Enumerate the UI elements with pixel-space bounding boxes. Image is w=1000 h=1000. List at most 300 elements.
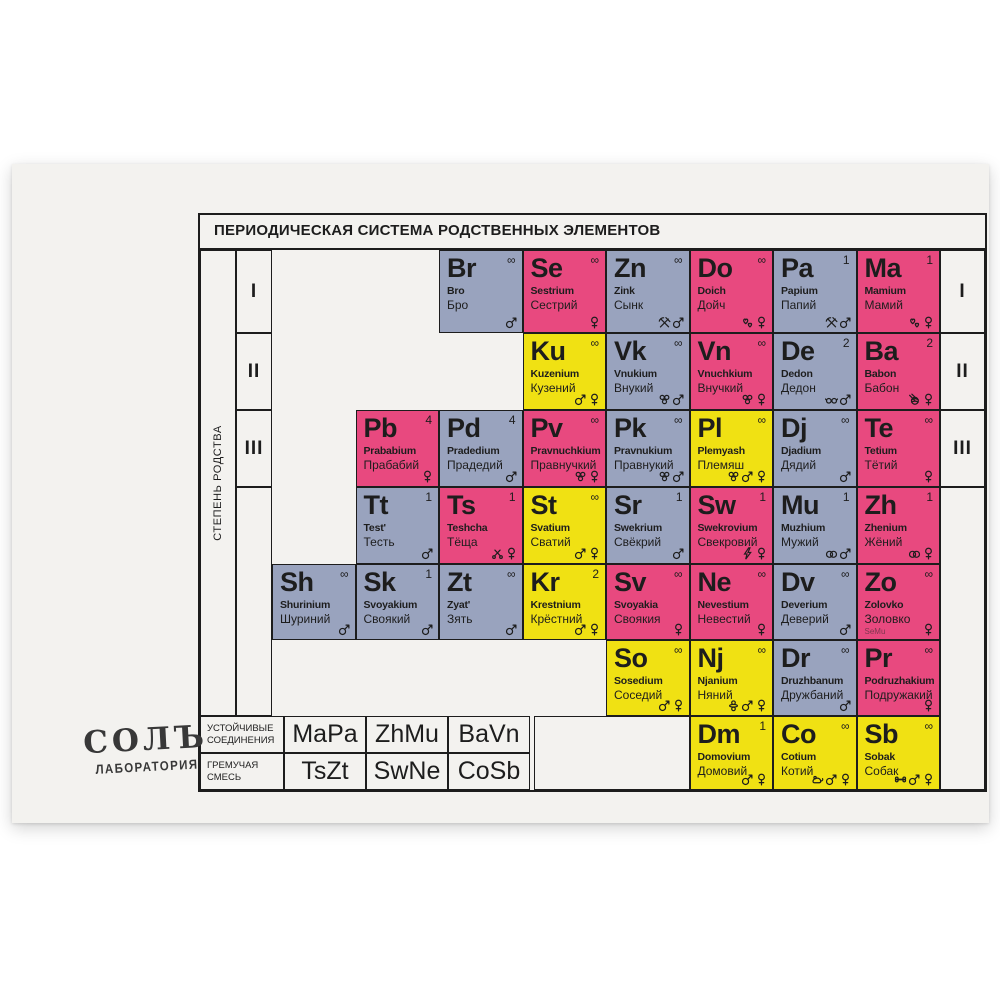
element-icons xyxy=(505,623,518,636)
element-icons xyxy=(755,623,768,636)
element-symbol: Te xyxy=(864,413,894,443)
cluster-icon xyxy=(727,470,740,483)
element-latin-name: Nevestium xyxy=(697,599,749,611)
element-cell-Sw xyxy=(690,487,774,564)
element-russian-name: Бабон xyxy=(864,381,900,396)
element-latin-name: Muzhium xyxy=(781,522,826,534)
element-icons xyxy=(727,699,768,712)
female-icon xyxy=(588,316,601,329)
element-symbol: Se xyxy=(530,253,563,283)
element-cell-Dm xyxy=(690,716,774,790)
element-latin-name: Sobak xyxy=(864,751,896,763)
element-latin-name: Dedon xyxy=(781,368,813,380)
element-latin-name: Zink xyxy=(614,285,635,297)
element-symbol: Zo xyxy=(864,567,897,597)
compound-TsZt: TsZt xyxy=(284,753,366,790)
lightning-icon xyxy=(741,547,754,560)
element-icons xyxy=(839,623,852,636)
element-icons xyxy=(574,470,601,483)
element-latin-name: Mamium xyxy=(864,285,906,297)
brand-name: СОЛЪ xyxy=(82,718,209,762)
element-cell-Vn xyxy=(690,333,774,410)
element-symbol: Tt xyxy=(363,490,388,520)
element-latin-name: Zolovko xyxy=(864,599,904,611)
female-icon xyxy=(672,623,685,636)
element-symbol: Pr xyxy=(864,643,893,673)
female-icon xyxy=(505,547,518,560)
male-icon xyxy=(839,699,852,712)
brand-logo xyxy=(65,718,228,778)
element-cell-Ku xyxy=(523,333,607,410)
female-icon xyxy=(421,470,434,483)
element-icons xyxy=(421,623,434,636)
period-label-left-III: III xyxy=(236,410,272,487)
element-latin-name: Vnuchkium xyxy=(697,368,753,380)
element-cell-Pk xyxy=(606,410,690,487)
element-icons xyxy=(839,470,852,483)
element-russian-name: Своякия xyxy=(614,612,661,627)
element-symbol: Pa xyxy=(781,253,814,283)
period-label-left-I: I xyxy=(236,250,272,333)
element-icons xyxy=(574,623,601,636)
element-symbol: Pb xyxy=(363,413,398,443)
element-russian-name: Невестий xyxy=(697,612,751,627)
scissors-icon xyxy=(491,547,504,560)
element-symbol: Vn xyxy=(697,336,732,366)
element-count: ∞ xyxy=(840,643,850,657)
element-cell-Sk xyxy=(356,564,440,640)
male-icon xyxy=(658,699,671,712)
element-symbol: Br xyxy=(447,253,477,283)
element-cell-De xyxy=(773,333,857,410)
compounds-empty-box xyxy=(534,716,690,790)
element-cell-St xyxy=(523,487,607,564)
female-icon xyxy=(588,623,601,636)
element-russian-name: Дедон xyxy=(781,381,816,396)
female-icon xyxy=(588,470,601,483)
tools-icon xyxy=(658,316,671,329)
element-icons xyxy=(421,547,434,560)
element-count: ∞ xyxy=(840,719,850,733)
element-russian-name: Сестрий xyxy=(530,298,578,313)
element-russian-name: Подружакий xyxy=(864,688,933,703)
element-russian-name: Дядий xyxy=(781,458,817,473)
male-icon xyxy=(839,470,852,483)
element-icons xyxy=(505,316,518,329)
element-russian-name: Тесть xyxy=(363,535,395,550)
period-label-right-II: II xyxy=(940,333,985,410)
element-symbol: Dv xyxy=(781,567,815,597)
element-cell-Co xyxy=(773,716,857,790)
element-symbol: Sw xyxy=(697,490,736,520)
element-icons xyxy=(908,393,935,406)
element-latin-name: Zyat' xyxy=(447,599,471,611)
element-icons xyxy=(825,316,852,329)
element-latin-name: Babon xyxy=(864,368,897,380)
element-icons xyxy=(908,316,935,329)
male-icon xyxy=(741,699,754,712)
element-icons xyxy=(825,393,852,406)
element-icons xyxy=(672,623,685,636)
female-icon xyxy=(922,547,935,560)
yarn-icon xyxy=(908,393,921,406)
element-cell-Zn xyxy=(606,250,690,333)
element-count: ∞ xyxy=(673,253,683,267)
element-count: ∞ xyxy=(924,719,933,733)
male-icon xyxy=(741,773,754,786)
element-latin-name: Njanium xyxy=(697,675,738,687)
compound-ZhMu: ZhMu xyxy=(366,716,448,753)
cluster-icon xyxy=(574,470,587,483)
element-symbol: Pv xyxy=(530,413,563,443)
element-russian-name: Котий xyxy=(781,764,814,779)
element-icons xyxy=(908,547,935,560)
compound-row-label-line: СОЕДИНЕНИЯ xyxy=(207,734,275,746)
element-symbol: Zt xyxy=(447,567,472,597)
male-icon xyxy=(574,393,587,406)
degree-axis-cell xyxy=(200,250,236,716)
element-symbol: Kr xyxy=(530,567,560,597)
male-icon xyxy=(421,623,434,636)
element-russian-name: Сватий xyxy=(530,535,571,550)
male-icon xyxy=(574,547,587,560)
element-count: 1 xyxy=(759,719,766,733)
element-count: 1 xyxy=(926,253,933,267)
female-icon xyxy=(755,699,768,712)
element-cell-Sv xyxy=(606,564,690,640)
element-icons xyxy=(338,623,351,636)
element-icons xyxy=(574,393,601,406)
element-count: 1 xyxy=(842,253,850,267)
element-russian-name: Жёний xyxy=(864,535,903,550)
male-icon xyxy=(505,623,518,636)
element-count: ∞ xyxy=(673,643,683,657)
element-symbol: Pd xyxy=(447,413,481,443)
element-icons xyxy=(658,470,685,483)
element-latin-name: Krestnium xyxy=(530,599,581,611)
male-icon xyxy=(839,393,852,406)
female-icon xyxy=(755,547,768,560)
male-icon xyxy=(505,470,518,483)
element-cell-Dr xyxy=(773,640,857,716)
element-russian-name: Домовий xyxy=(697,764,748,779)
element-cell-Tt xyxy=(356,487,440,564)
element-cell-Ts xyxy=(439,487,523,564)
element-russian-name: Бро xyxy=(447,298,469,313)
element-latin-name: Podruzhakium xyxy=(864,675,935,687)
element-icons xyxy=(741,773,768,786)
element-icons xyxy=(491,547,518,560)
element-cell-Pb xyxy=(356,410,440,487)
element-count: ∞ xyxy=(673,567,683,581)
element-russian-name: Своякий xyxy=(363,612,411,627)
element-russian-name: Внукий xyxy=(614,381,654,396)
element-russian-name: Собак xyxy=(864,764,899,779)
element-cell-Kr xyxy=(523,564,607,640)
element-symbol: De xyxy=(781,336,815,366)
element-icons xyxy=(741,393,768,406)
element-symbol: Ne xyxy=(697,567,732,597)
element-cell-Pa xyxy=(773,250,857,333)
element-symbol: St xyxy=(530,490,557,520)
element-count: 1 xyxy=(508,490,516,504)
element-count: ∞ xyxy=(339,567,349,581)
element-cell-Ma xyxy=(857,250,941,333)
element-icons xyxy=(894,773,935,786)
element-cell-Dj xyxy=(773,410,857,487)
element-symbol: Sb xyxy=(864,719,899,749)
female-icon xyxy=(922,470,935,483)
cluster-icon xyxy=(658,470,671,483)
element-russian-name: Свёкрий xyxy=(614,535,662,550)
element-symbol: Pl xyxy=(697,413,723,443)
element-icons xyxy=(922,470,935,483)
element-symbol: Sr xyxy=(614,490,642,520)
element-latin-name: Tetium xyxy=(864,445,897,457)
element-latin-name: Pradedium xyxy=(447,445,500,457)
tools-icon xyxy=(825,316,838,329)
female-icon xyxy=(755,393,768,406)
element-russian-name: Правнукий xyxy=(614,458,674,473)
element-icons xyxy=(574,547,601,560)
element-count: ∞ xyxy=(840,567,850,581)
element-icons xyxy=(811,773,852,786)
brand-subtitle: ЛАБОРАТОРИЯ xyxy=(95,756,199,778)
element-cell-Dv xyxy=(773,564,857,640)
element-icons xyxy=(588,316,601,329)
element-icons xyxy=(922,623,935,636)
element-russian-name: Свекровий xyxy=(697,535,758,550)
compound-BaVn: BaVn xyxy=(448,716,530,753)
element-count: ∞ xyxy=(924,567,933,581)
element-symbol: Sk xyxy=(363,567,396,597)
element-cell-Ba xyxy=(857,333,941,410)
element-latin-name: Doich xyxy=(697,285,726,297)
element-count: ∞ xyxy=(506,567,516,581)
element-russian-name: Дойч xyxy=(697,298,726,313)
rings-icon xyxy=(908,547,921,560)
compound-CoSb: CoSb xyxy=(448,753,530,790)
element-cell-Zt xyxy=(439,564,523,640)
element-russian-name: Зять xyxy=(447,612,473,627)
female-icon xyxy=(755,470,768,483)
periodic-table xyxy=(198,213,987,792)
element-russian-name: Прабабий xyxy=(363,458,420,473)
male-icon xyxy=(672,547,685,560)
element-symbol: Pk xyxy=(614,413,647,443)
element-cell-So xyxy=(606,640,690,716)
element-icons xyxy=(421,470,434,483)
element-cell-Te xyxy=(857,410,941,487)
element-latin-name: Pravnuchkium xyxy=(530,445,601,457)
mouse-icon xyxy=(811,773,824,786)
element-russian-name: Тёща xyxy=(447,535,478,550)
period-label-right-III: III xyxy=(940,410,985,487)
element-russian-name: Внучкий xyxy=(697,381,744,396)
element-symbol: Dj xyxy=(781,413,807,443)
element-russian-name: Деверий xyxy=(781,612,829,627)
element-symbol: Ma xyxy=(864,253,902,283)
element-count: ∞ xyxy=(757,253,766,267)
element-symbol: Co xyxy=(781,719,816,749)
element-symbol: Vk xyxy=(614,336,647,366)
element-count: 1 xyxy=(759,490,766,504)
element-icons xyxy=(658,316,685,329)
degree-axis-label: СТЕПЕНЬ РОДСТВА xyxy=(212,425,224,541)
female-icon xyxy=(672,699,685,712)
glasses-icon xyxy=(825,393,838,406)
period-column-right-empty xyxy=(940,487,985,790)
male-icon xyxy=(839,316,852,329)
element-russian-name: Папий xyxy=(781,298,817,313)
element-count: 1 xyxy=(842,490,850,504)
element-icons xyxy=(658,699,685,712)
element-count: 2 xyxy=(926,336,933,350)
element-cell-Nj xyxy=(690,640,774,716)
element-count: ∞ xyxy=(506,253,516,267)
compound-MaPa: MaPa xyxy=(284,716,366,753)
element-symbol: Dm xyxy=(697,719,741,749)
male-icon xyxy=(839,623,852,636)
table-title: ПЕРИОДИЧЕСКАЯ СИСТЕМА РОДСТВЕННЫХ ЭЛЕМЕНТОВ xyxy=(200,215,985,250)
female-icon xyxy=(588,547,601,560)
element-latin-name: Sestrium xyxy=(530,285,574,297)
element-cell-Pd xyxy=(439,410,523,487)
female-icon xyxy=(755,773,768,786)
element-symbol: Ba xyxy=(864,336,899,366)
element-latin-name: Pravnukium xyxy=(614,445,673,457)
element-russian-name: Сынк xyxy=(614,298,644,313)
element-count: ∞ xyxy=(840,413,850,427)
element-latin-name: Sosedium xyxy=(614,675,663,687)
female-icon xyxy=(922,699,935,712)
element-latin-name: Svatium xyxy=(530,522,570,534)
female-icon xyxy=(588,393,601,406)
element-cell-Ne xyxy=(690,564,774,640)
element-symbol: Sh xyxy=(280,567,314,597)
element-russian-name: Прадедий xyxy=(447,458,503,473)
element-icons xyxy=(741,547,768,560)
element-latin-name: Zhenium xyxy=(864,522,907,534)
element-icons xyxy=(672,547,685,560)
element-cell-Se xyxy=(523,250,607,333)
hearts-icon xyxy=(908,316,921,329)
element-count: 1 xyxy=(425,490,432,504)
male-icon xyxy=(672,316,685,329)
element-russian-name: Мужий xyxy=(781,535,819,550)
male-icon xyxy=(338,623,351,636)
element-latin-name: Cotium xyxy=(781,751,816,763)
element-cell-Br xyxy=(439,250,523,333)
element-latin-name: Djadium xyxy=(781,445,822,457)
element-symbol: Dr xyxy=(781,643,811,673)
element-russian-name: Золовко xyxy=(864,612,911,627)
element-latin-name: Deverium xyxy=(781,599,828,611)
element-icons xyxy=(825,547,852,560)
element-count: 4 xyxy=(508,413,516,427)
element-latin-name: Plemyash xyxy=(697,445,745,457)
element-icons xyxy=(922,699,935,712)
male-icon xyxy=(741,470,754,483)
element-symbol: Mu xyxy=(781,490,819,520)
female-icon xyxy=(922,316,935,329)
hearts-icon xyxy=(741,316,754,329)
element-russian-name: Мамий xyxy=(864,298,903,313)
element-latin-name: Vnukium xyxy=(614,368,657,380)
element-russian-name: Тётий xyxy=(864,458,898,473)
element-icons xyxy=(727,470,768,483)
element-cell-Zo xyxy=(857,564,941,640)
bone-icon xyxy=(894,773,907,786)
element-cell-Mu xyxy=(773,487,857,564)
element-latin-name: Swekrovium xyxy=(697,522,758,534)
element-cell-Sr xyxy=(606,487,690,564)
element-russian-name: Дружбаний xyxy=(781,688,844,703)
element-count: 2 xyxy=(592,567,599,581)
element-latin-name: Shurinium xyxy=(280,599,331,611)
cluster-icon xyxy=(658,393,671,406)
element-count: ∞ xyxy=(590,253,599,267)
element-count: 1 xyxy=(675,490,683,504)
element-icons xyxy=(839,699,852,712)
element-cell-Do xyxy=(690,250,774,333)
female-icon xyxy=(755,623,768,636)
female-icon xyxy=(922,623,935,636)
male-icon xyxy=(421,547,434,560)
element-cell-Vk xyxy=(606,333,690,410)
element-count: ∞ xyxy=(673,336,683,350)
element-russian-name: Племяш xyxy=(697,458,745,473)
period-label-left-II: II xyxy=(236,333,272,410)
element-count: 1 xyxy=(425,567,432,581)
cluster-icon xyxy=(741,393,754,406)
pacifier-icon xyxy=(727,699,740,712)
element-note: SeMu xyxy=(864,627,886,636)
element-icons xyxy=(658,393,685,406)
compound-SwNe: SwNe xyxy=(366,753,448,790)
element-latin-name: Papium xyxy=(781,285,818,297)
female-icon xyxy=(839,773,852,786)
element-count: ∞ xyxy=(924,643,933,657)
element-icons xyxy=(505,470,518,483)
element-cell-Sh xyxy=(272,564,356,640)
element-symbol: Ts xyxy=(447,490,476,520)
male-icon xyxy=(505,316,518,329)
male-icon xyxy=(825,773,838,786)
element-cell-Pl xyxy=(690,410,774,487)
element-count: 2 xyxy=(842,336,850,350)
period-column-left-empty xyxy=(236,487,272,716)
male-icon xyxy=(574,623,587,636)
female-icon xyxy=(922,393,935,406)
male-icon xyxy=(672,393,685,406)
element-count: ∞ xyxy=(590,490,599,504)
element-symbol: Zn xyxy=(614,253,646,283)
element-symbol: Do xyxy=(697,253,733,283)
element-count: 4 xyxy=(425,413,432,427)
rings-icon xyxy=(825,547,838,560)
element-latin-name: Kuzenium xyxy=(530,368,580,380)
element-count: ∞ xyxy=(673,413,683,427)
element-latin-name: Svoyakia xyxy=(614,599,658,611)
element-count: ∞ xyxy=(924,413,933,427)
element-count: ∞ xyxy=(757,336,766,350)
element-russian-name: Шуриний xyxy=(280,612,331,627)
element-symbol: Zh xyxy=(864,490,897,520)
male-icon xyxy=(839,547,852,560)
element-latin-name: Bro xyxy=(447,285,465,297)
element-russian-name: Крёстний xyxy=(530,612,583,627)
